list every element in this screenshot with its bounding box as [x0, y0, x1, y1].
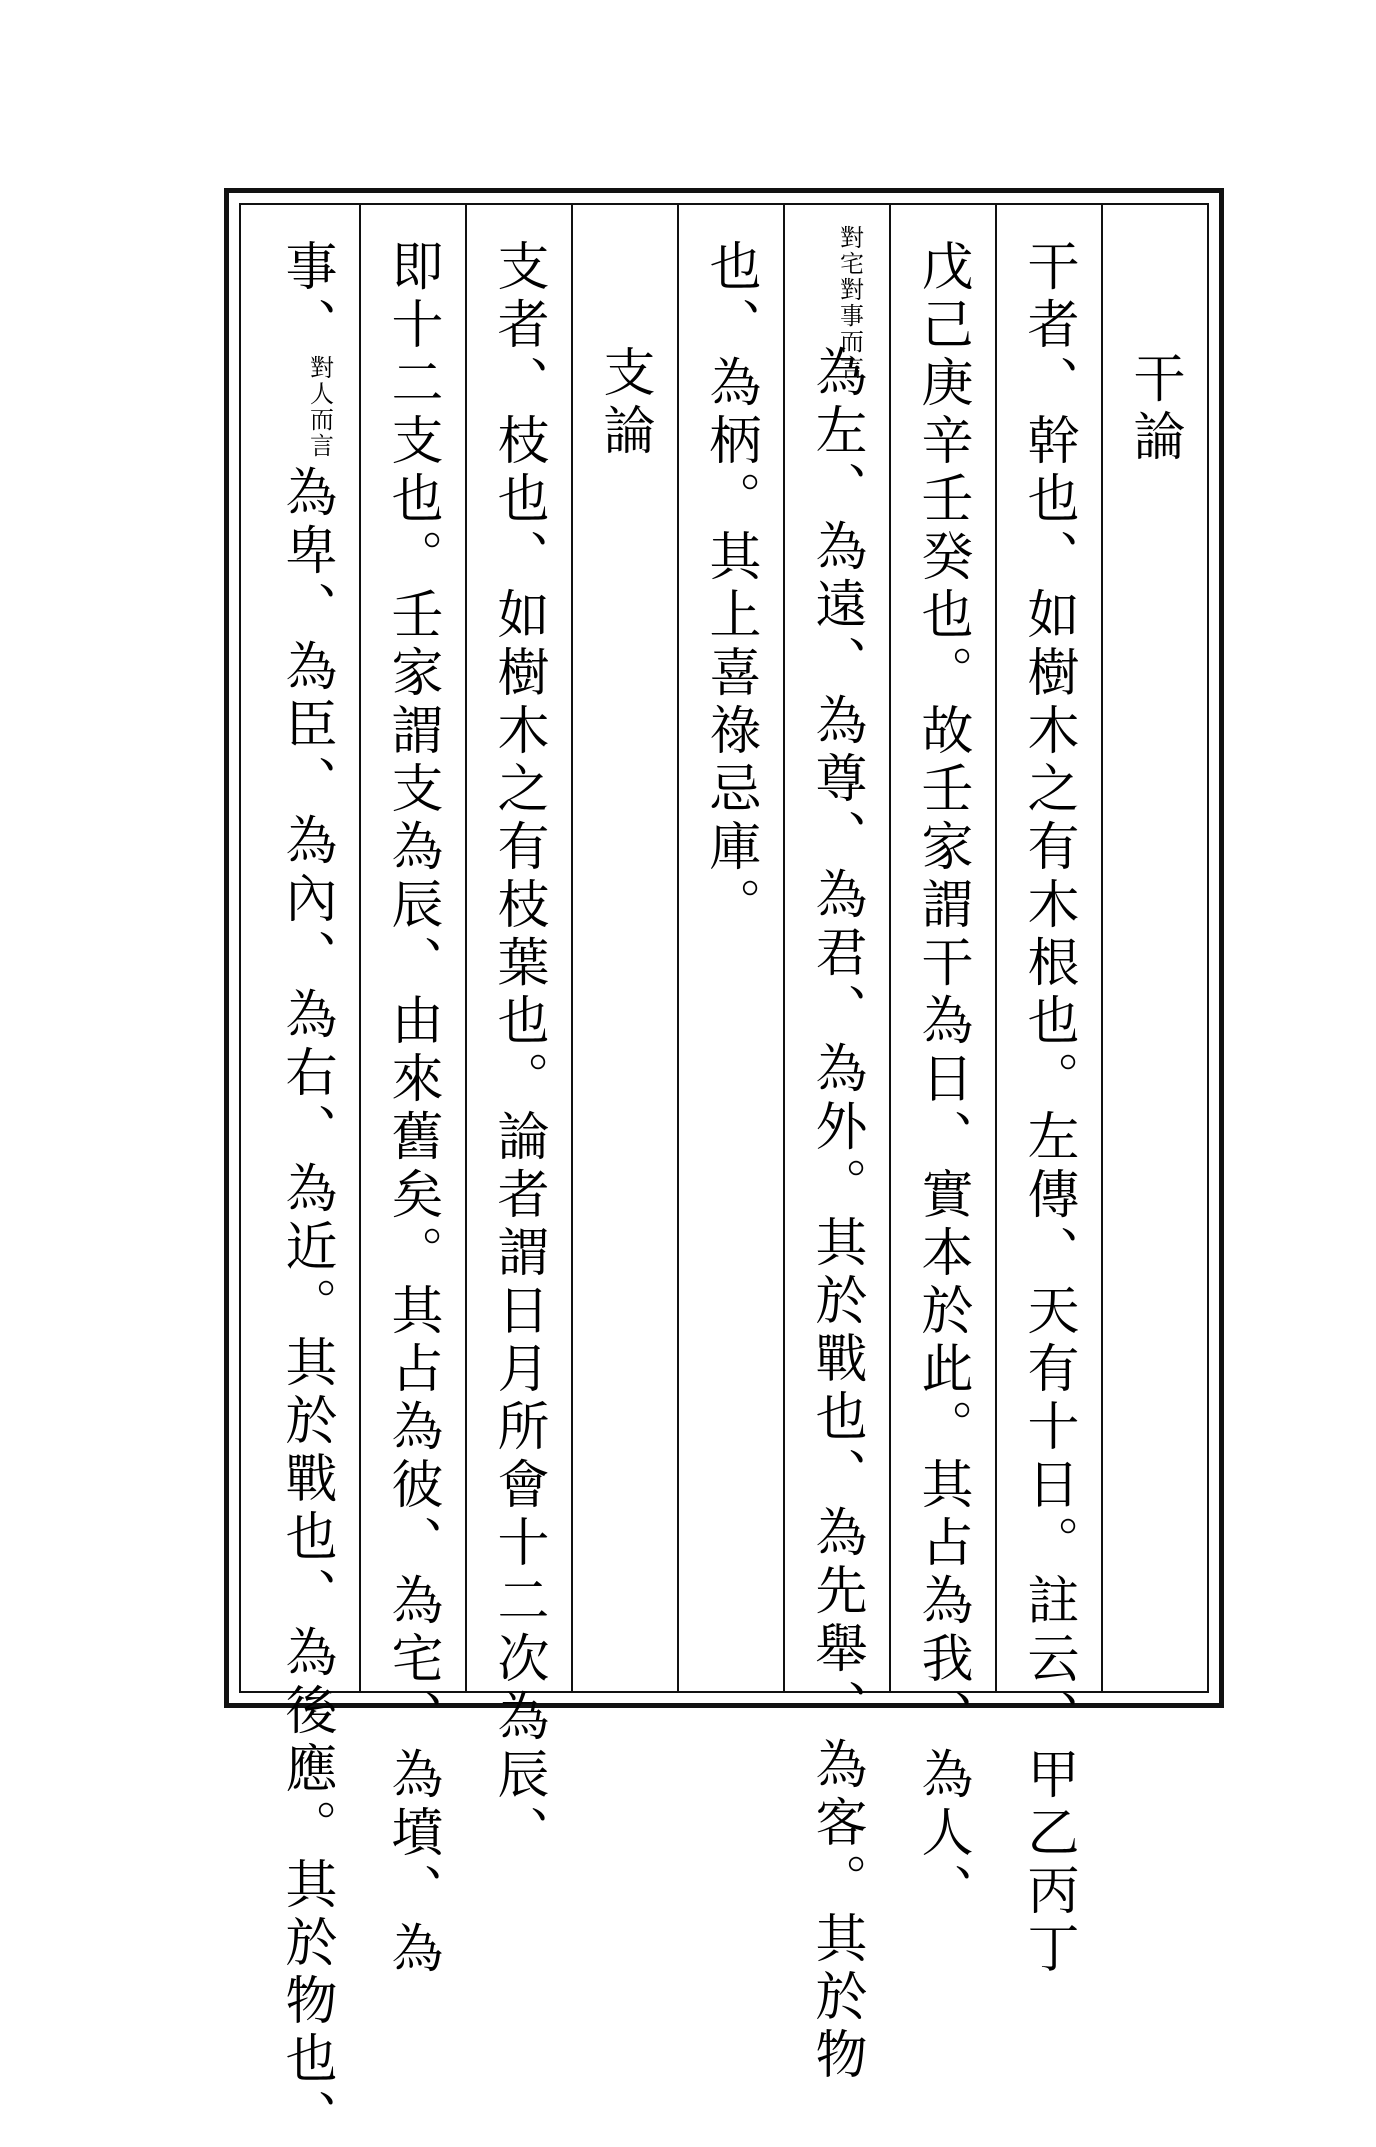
column-1 — [1101, 205, 1207, 1691]
text-line-prefix: 事、 — [276, 239, 336, 355]
column-8 — [359, 205, 465, 1979]
annotation-note: 對宅對事而言 — [835, 225, 864, 381]
text-line: 也、為柄。其上喜祿忌庫。 — [700, 239, 760, 935]
section-heading-gan: 干論 — [1124, 351, 1184, 467]
text-line-body: 為卑、為臣、為內、為右、為近。其於戰也、為後應。其於物也、 — [276, 465, 336, 2147]
column-5 — [677, 205, 783, 1691]
text-line: 干者、幹也、如樹木之有木根也。左傳、天有十日。註云、甲乙丙丁 — [1018, 239, 1078, 1979]
text-line: 支者、枝也、如樹木之有枝葉也。論者謂日月所會十二次為辰、 — [488, 239, 548, 1863]
text-line: 即十二支也。壬家謂支為辰、由來舊矣。其占為彼、為宅、為墳、為 — [382, 239, 442, 1979]
text-line: 戊己庚辛壬癸也。故壬家謂干為日、實本於此。其占為我、為人、 — [912, 239, 972, 1921]
text-line — [253, 239, 359, 2147]
column-3 — [889, 205, 995, 1921]
section-heading-zhi: 支論 — [594, 345, 654, 461]
column-7 — [465, 205, 571, 1863]
text-line-body: 為左、為遠、為尊、為君、為外。其於戰也、為先舉、為客。其於物 — [806, 345, 866, 2085]
text-line — [785, 225, 889, 2085]
column-2 — [995, 205, 1101, 1979]
annotation-note: 對人而言 — [305, 355, 334, 459]
text-columns — [239, 203, 1209, 2147]
page-frame — [224, 188, 1224, 2147]
column-4 — [783, 205, 889, 2085]
column-9 — [253, 205, 359, 2147]
column-6 — [571, 205, 677, 1691]
